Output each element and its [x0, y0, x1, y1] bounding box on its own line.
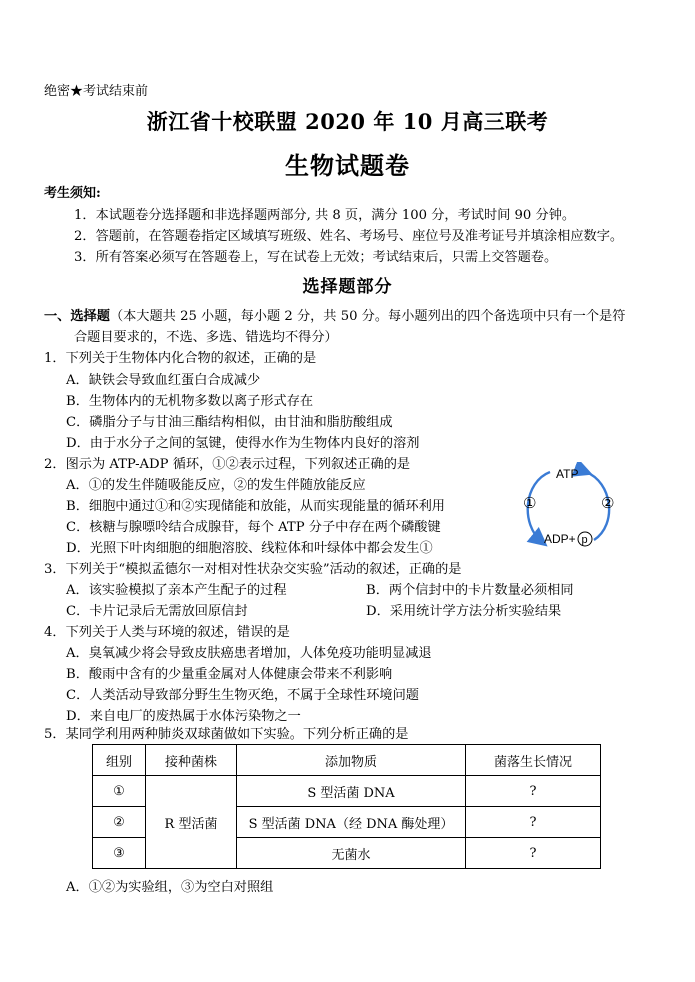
atp-adp-cycle-diagram [514, 462, 626, 554]
table-cell-growth: ? [466, 838, 601, 869]
question-3-option-c: C．卡片记录后无需放回原信封 [66, 604, 248, 619]
question-5-stem: 5．某同学利用两种肺炎双球菌做如下实验。下列分析正确的是 [44, 727, 409, 742]
table-header: 菌落生长情况 [466, 745, 601, 776]
notice-item: 1．本试题卷分选择题和非选择题两部分, 共 8 页，满分 100 分，考试时间 90 分钟。 [74, 208, 576, 223]
process-2-label: ② [601, 494, 615, 512]
table-cell-substance: 无菌水 [237, 838, 466, 869]
exam-subtitle: 生物试题卷 [285, 151, 410, 180]
confidential-label: 绝密★考试结束前 [44, 84, 149, 99]
question-1-option-c: C．磷脂分子与甘油三酯结构相似，由甘油和脂肪酸组成 [66, 415, 393, 430]
table-cell-strain: R 型活菌 [146, 776, 237, 869]
part-intro [44, 305, 625, 324]
atp-label: ATP [556, 467, 579, 481]
question-2-option-c: C．核糖与腺嘌呤结合成腺苷，每个 ATP 分子中存在两个磷酸键 [66, 520, 441, 535]
notice-heading: 考生须知: [44, 186, 101, 201]
question-1-stem: 1．下列关于生物体内化合物的叙述，正确的是 [44, 351, 317, 366]
table-cell-group: ② [93, 807, 146, 838]
question-2-option-d: D．光照下叶肉细胞的细胞溶胶、线粒体和叶绿体中都会发生① [66, 541, 433, 556]
notice-item: 3．所有答案必须写在答题卷上，写在试卷上无效；考试结束后，只需上交答题卷。 [74, 250, 558, 265]
table-header: 添加物质 [237, 745, 466, 776]
question-1-option-b: B．生物体内的无机物多数以离子形式存在 [66, 394, 314, 409]
table-cell-group: ③ [93, 838, 146, 869]
question-3-option-a: A．该实验模拟了亲本产生配子的过程 [66, 583, 287, 598]
part-instructions-cont: 合题目要求的，不选、多选、错选均不得分） [74, 330, 338, 345]
experiment-table [92, 744, 601, 869]
question-1-option-a: A．缺铁会导致血红蛋白合成减少 [66, 373, 261, 388]
process-1-label: ① [523, 494, 537, 512]
question-4-option-c: C．人类活动导致部分野生生物灭绝，不属于全球性环境问题 [66, 688, 419, 703]
table-cell-growth: ? [466, 807, 601, 838]
question-4-option-a: A．臭氧减少将会导致皮肤癌患者增加，人体免疫功能明显减退 [66, 646, 432, 661]
question-5-option-a: A．①②为实验组，③为空白对照组 [66, 880, 274, 895]
notice-item: 2．答题前，在答题卷指定区域填写班级、姓名、考场号、座位号及准考证号并填涂相应数字。 [74, 229, 624, 244]
part-label: 一、选择题 [44, 309, 110, 324]
section-title: 选择题部分 [302, 277, 393, 297]
question-4-stem: 4．下列关于人类与环境的叙述，错误的是 [44, 625, 290, 640]
table-header: 组别 [93, 745, 146, 776]
exam-title: 浙江省十校联盟 2020 年 10 月高三联考 [146, 109, 549, 134]
table-header-row [93, 745, 601, 776]
question-1-option-d: D．由于水分子之间的氢键，使得水作为生物体内良好的溶剂 [66, 436, 420, 451]
table-cell-substance: S 型活菌 DNA [237, 776, 466, 807]
table-header: 接种菌株 [146, 745, 237, 776]
question-4-option-b: B．酸雨中含有的少量重金属对人体健康会带来不利影响 [66, 667, 393, 682]
question-2-stem: 2．图示为 ATP-ADP 循环，①②表示过程，下列叙述正确的是 [44, 457, 411, 472]
question-4-option-d: D．来自电厂的废热属于水体污染物之一 [66, 709, 301, 724]
table-cell-growth: ? [466, 776, 601, 807]
table-row [93, 776, 601, 807]
question-2-option-a: A．①的发生伴随吸能反应，②的发生伴随放能反应 [66, 478, 366, 493]
table-cell-substance: S 型活菌 DNA（经 DNA 酶处理） [237, 807, 466, 838]
question-3-option-d: D．采用统计学方法分析实验结果 [366, 604, 562, 619]
question-3-option-b: B．两个信封中的卡片数量必须相同 [366, 583, 574, 598]
part-instructions: （本大题共 25 小题，每小题 2 分，共 50 分。每小题列出的四个备选项中只有一个是符 [109, 309, 626, 324]
table-cell-group: ① [93, 776, 146, 807]
question-3-stem: 3．下列关于“模拟孟德尔一对相对性状杂交实验”活动的叙述，正确的是 [44, 562, 462, 577]
adp-label: ADP+ [544, 532, 576, 546]
question-2-option-b: B．细胞中通过①和②实现储能和放能，从而实现能量的循环利用 [66, 499, 445, 514]
phosphate-label: p [581, 534, 588, 546]
